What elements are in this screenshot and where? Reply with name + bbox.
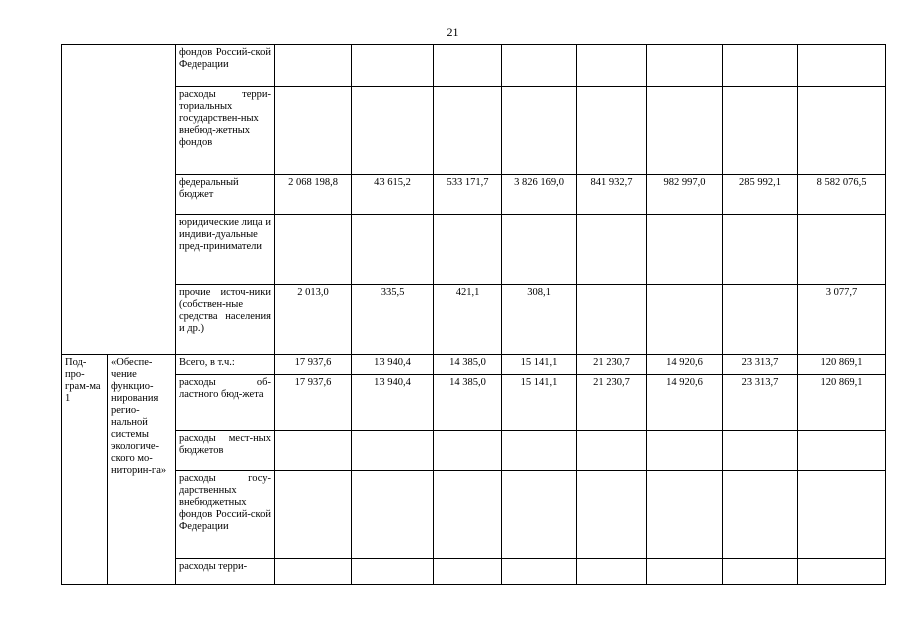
value-cell xyxy=(352,215,434,285)
value-cell xyxy=(502,431,577,471)
funding-source: юридические лица и индиви-дуальные пред-приниматели xyxy=(176,215,275,285)
value-cell: 23 313,7 xyxy=(723,375,798,431)
value-cell xyxy=(647,471,723,559)
value-cell: 14 920,6 xyxy=(647,375,723,431)
value-cell xyxy=(647,285,723,355)
value-cell: 17 937,6 xyxy=(275,355,352,375)
value-cell: 14 385,0 xyxy=(434,375,502,431)
value-cell: 15 141,1 xyxy=(502,375,577,431)
value-cell: 335,5 xyxy=(352,285,434,355)
value-cell: 21 230,7 xyxy=(577,375,647,431)
value-cell xyxy=(275,87,352,175)
value-cell xyxy=(434,45,502,87)
value-cell xyxy=(647,215,723,285)
value-cell xyxy=(798,215,886,285)
value-cell: 2 013,0 xyxy=(275,285,352,355)
value-cell xyxy=(723,215,798,285)
value-cell: 533 171,7 xyxy=(434,175,502,215)
value-cell: 17 937,6 xyxy=(275,375,352,431)
value-cell: 120 869,1 xyxy=(798,355,886,375)
value-cell xyxy=(577,215,647,285)
value-cell xyxy=(275,215,352,285)
value-cell xyxy=(723,285,798,355)
subprogram-label: Под-про-грам-ма 1 xyxy=(62,355,108,585)
value-cell xyxy=(647,431,723,471)
value-cell: 285 992,1 xyxy=(723,175,798,215)
value-cell xyxy=(577,87,647,175)
value-cell: 3 077,7 xyxy=(798,285,886,355)
value-cell xyxy=(502,215,577,285)
value-cell xyxy=(798,559,886,585)
table-row xyxy=(62,87,886,175)
value-cell: 8 582 076,5 xyxy=(798,175,886,215)
funding-source: федеральный бюджет xyxy=(176,175,275,215)
value-cell xyxy=(352,45,434,87)
value-cell xyxy=(434,559,502,585)
value-cell xyxy=(502,559,577,585)
value-cell xyxy=(798,87,886,175)
funding-source: прочие источ-ники (собствен-ные средства населения и др.) xyxy=(176,285,275,355)
funding-source: Всего, в т.ч.: xyxy=(176,355,275,375)
table-row xyxy=(62,471,886,559)
value-cell xyxy=(434,431,502,471)
value-cell: 308,1 xyxy=(502,285,577,355)
funding-source: фондов Россий-ской Федерации xyxy=(176,45,275,87)
value-cell xyxy=(723,431,798,471)
funding-source: расходы терри- xyxy=(176,559,275,585)
value-cell xyxy=(352,471,434,559)
value-cell xyxy=(798,431,886,471)
value-cell xyxy=(647,45,723,87)
value-cell xyxy=(577,431,647,471)
value-cell xyxy=(502,471,577,559)
value-cell: 43 615,2 xyxy=(352,175,434,215)
value-cell: 15 141,1 xyxy=(502,355,577,375)
funding-source: расходы госу-дарственных внебюджетных фондов Россий-ской Федерации xyxy=(176,471,275,559)
table-body xyxy=(62,45,886,585)
value-cell xyxy=(275,431,352,471)
value-cell: 13 940,4 xyxy=(352,355,434,375)
value-cell: 421,1 xyxy=(434,285,502,355)
value-cell xyxy=(577,559,647,585)
table-row xyxy=(62,215,886,285)
value-cell: 841 932,7 xyxy=(577,175,647,215)
budget-table xyxy=(61,44,886,585)
table-row xyxy=(62,559,886,585)
table-row xyxy=(62,175,886,215)
table-row xyxy=(62,285,886,355)
value-cell xyxy=(798,45,886,87)
table-row xyxy=(62,431,886,471)
value-cell xyxy=(275,45,352,87)
value-cell xyxy=(352,87,434,175)
page-number: 21 xyxy=(446,25,459,39)
value-cell xyxy=(275,559,352,585)
value-cell xyxy=(577,471,647,559)
funding-source: расходы об-ластного бюд-жета xyxy=(176,375,275,431)
value-cell xyxy=(502,87,577,175)
value-cell xyxy=(352,431,434,471)
value-cell: 13 940,4 xyxy=(352,375,434,431)
value-cell xyxy=(723,45,798,87)
value-cell: 14 920,6 xyxy=(647,355,723,375)
value-cell xyxy=(723,87,798,175)
value-cell xyxy=(647,87,723,175)
value-cell xyxy=(577,285,647,355)
value-cell: 120 869,1 xyxy=(798,375,886,431)
value-cell xyxy=(352,559,434,585)
value-cell xyxy=(434,471,502,559)
table-row xyxy=(62,45,886,87)
value-cell xyxy=(434,87,502,175)
value-cell: 14 385,0 xyxy=(434,355,502,375)
value-cell xyxy=(434,215,502,285)
value-cell xyxy=(647,559,723,585)
value-cell: 3 826 169,0 xyxy=(502,175,577,215)
value-cell xyxy=(723,559,798,585)
value-cell: 2 068 198,8 xyxy=(275,175,352,215)
table-row xyxy=(62,355,886,375)
funding-source: расходы мест-ных бюджетов xyxy=(176,431,275,471)
funding-source: расходы терри-ториальных государствен-ных внебюд-жетных фондов xyxy=(176,87,275,175)
value-cell xyxy=(723,471,798,559)
value-cell xyxy=(798,471,886,559)
value-cell xyxy=(577,45,647,87)
value-cell: 982 997,0 xyxy=(647,175,723,215)
value-cell xyxy=(275,471,352,559)
empty-program-cell xyxy=(62,45,176,355)
value-cell: 21 230,7 xyxy=(577,355,647,375)
table-row xyxy=(62,375,886,431)
value-cell: 23 313,7 xyxy=(723,355,798,375)
value-cell xyxy=(502,45,577,87)
subprogram-name: «Обеспе-чение функцио-нирования регио-нальной системы экологиче-ского мо-ниторин-га» xyxy=(108,355,176,585)
